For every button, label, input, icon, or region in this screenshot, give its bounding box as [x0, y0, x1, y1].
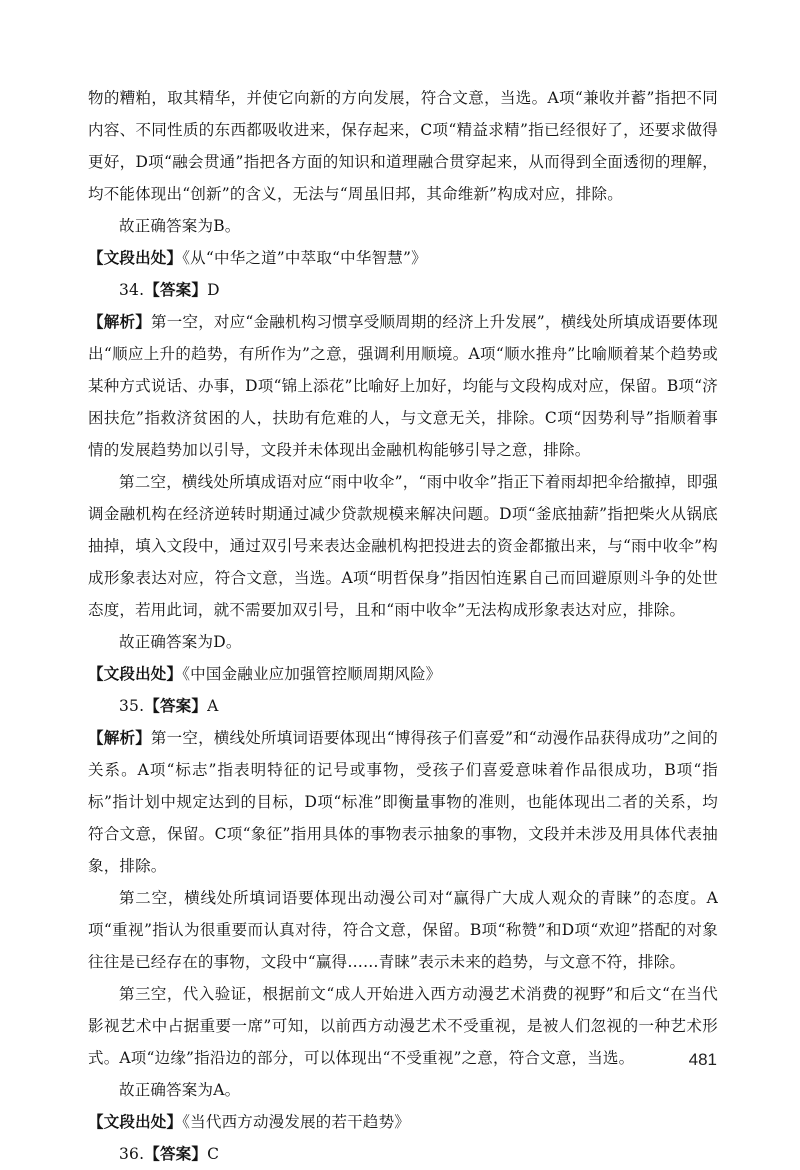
paragraph-text: 第二空，横线处所填成语对应“雨中收伞”，“雨中收伞”指正下着雨却把伞给撤掉，即强调金融机构在经济逆转时期通过减少贷款规模来解决问题。D项“釜底抽薪”指把柴火从锅底抽掉，填入文段中，通过双引号来表达金融机构把投进去的资金都撤出来，与“雨中收伞”构成形象表达对应，符合文意，当选。A项“明哲保身”指因怕连累自己而回避原则斗争的处世态度，若用此词，就不需要加双引号，且和“雨中收伞”无法构成形象表达对应，排除。 [88, 473, 718, 619]
analysis-label: 【解析】 [88, 312, 151, 331]
paragraph-text: 故正确答案为D。 [119, 633, 242, 651]
answer-label: 【答案】 [144, 1144, 208, 1163]
paragraph-text: 物的糟粕，取其精华，并使它向新的方向发展，符合文意，当选。A项“兼收并蓄”指把不同内容、不同性质的东西都吸收进来，保存起来，C项“精益求精”指已经很好了，还要求做得更好，D项“融会贯通”指把各方面的知识和道理融合贯穿起来，从而得到全面透彻的理解，均不能体现出“创新”的含义，无法与“周虽旧邦，其命维新”构成对应，排除。 [88, 89, 718, 203]
question-number: 36. [119, 1145, 145, 1163]
paragraph-text: 第一空，横线处所填词语要体现出“博得孩子们喜爱”和“动漫作品获得成功”之间的关系。A项“标志”指表明特征的记号或事物，受孩子们喜爱意味着作品很成功，B项“指标”指计划中规定达到的目标，D项“标准”即衡量事物的准则，也能体现出二者的关系，均符合文意，保留。C项“象征”指用具体的事物表示抽象的事物，文段并未涉及用具体代表抽象，排除。 [88, 729, 719, 875]
question-34-answer [88, 274, 718, 306]
answer-value: D [207, 281, 220, 299]
paragraph-text: 第三空，代入验证，根据前文“成人开始进入西方动漫艺术消费的视野”和后文“在当代影视艺术中占据重要一席”可知，以前西方动漫艺术不受重视，是被人们忽视的一种艺术形式。A项“边缘”指沿边的部分，可以体现出“不受重视”之意，符合文意，当选。 [88, 985, 718, 1067]
paragraph-text: 故正确答案为B。 [119, 217, 241, 235]
source-title: 《从“中华之道”中萃取“中华智慧”》 [182, 249, 427, 267]
page-number: 481 [688, 1050, 717, 1069]
paragraph-text: 故正确答案为A。 [119, 1081, 241, 1099]
analysis-label: 【解析】 [88, 728, 151, 747]
answer-label: 【答案】 [144, 280, 208, 299]
source-label: 【文段出处】 [88, 248, 183, 267]
page-body [88, 82, 718, 1170]
source-title: 《当代西方动漫发展的若干趋势》 [182, 1113, 410, 1131]
paragraph-33-analysis-continued [88, 82, 718, 210]
answer-label: 【答案】 [144, 696, 208, 715]
paragraph-text: 第一空，对应“金融机构习惯享受顺周期的经济上升发展”，横线处所填成语要体现出“顺应上升的趋势，有所作为”之意，强调利用顺境。A项“顺水推舟”比喻顺着某个趋势或某种方式说话、办事，D项“锦上添花”比喻好上加好，均能与文段构成对应，保留。B项“济困扶危”指救济贫困的人，扶助有危难的人，与文意无关，排除。C项“因势利导”指顺着事情的发展趋势加以引导，文段并未体现出金融机构能够引导之意，排除。 [88, 313, 719, 459]
paragraph-34-answer-conclusion [88, 626, 718, 658]
paragraph-34-source [88, 658, 718, 690]
paragraph-35-analysis-1 [88, 722, 718, 882]
question-number: 34. [119, 281, 145, 299]
source-label: 【文段出处】 [88, 664, 183, 683]
paragraph-33-answer-conclusion [88, 210, 718, 242]
source-label: 【文段出处】 [88, 1112, 183, 1131]
paragraph-34-analysis-2 [88, 466, 718, 626]
question-number: 35. [119, 697, 145, 715]
source-title: 《中国金融业应加强管控顺周期风险》 [182, 665, 442, 683]
answer-value: A [207, 697, 219, 715]
answer-value: C [207, 1145, 220, 1163]
paragraph-33-source [88, 242, 718, 274]
paragraph-34-analysis-1 [88, 306, 718, 466]
question-35-answer [88, 690, 718, 722]
paragraph-text: 第二空，横线处所填词语要体现出动漫公司对“赢得广大成人观众的青睐”的态度。A项“重视”指认为很重要而认真对待，符合文意，保留。B项“称赞”和D项“欢迎”搭配的对象往往是已经存在的事物，文段中“赢得……青睐”表示未来的趋势，与文意不符，排除。 [88, 889, 718, 971]
question-36-answer [88, 1138, 718, 1170]
paragraph-35-answer-conclusion [88, 1074, 718, 1106]
paragraph-35-analysis-2 [88, 882, 718, 978]
paragraph-35-analysis-3 [88, 978, 718, 1074]
